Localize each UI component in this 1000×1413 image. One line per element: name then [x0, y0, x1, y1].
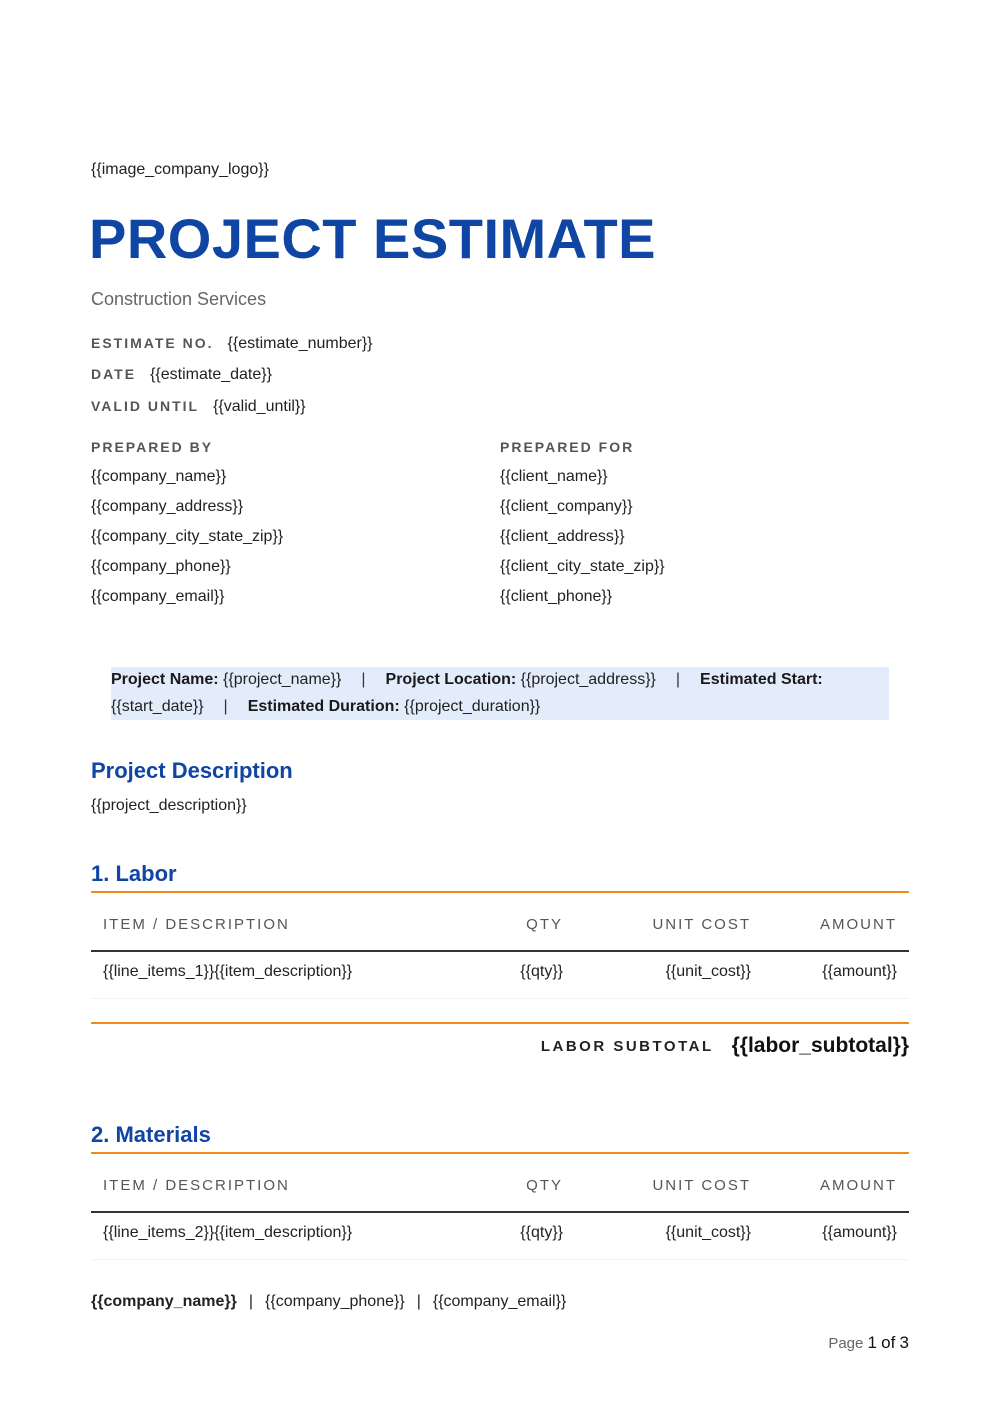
- prepared-for-line: {{client_city_state_zip}}: [500, 558, 665, 575]
- company-logo-placeholder: {{image_company_logo}}: [91, 161, 269, 178]
- estimated-duration-label: Estimated Duration:: [247, 697, 400, 715]
- col-unit-cost-header: UNIT COST: [652, 1177, 751, 1194]
- summary-separator: |: [361, 671, 366, 688]
- estimated-start-label: Estimated Start:: [700, 671, 823, 688]
- materials-table-header: [91, 1177, 909, 1197]
- prepared-by-line: {{company_name}}: [91, 468, 227, 485]
- page-label: Page: [828, 1335, 864, 1352]
- labor-subtotal-value: {{labor_subtotal}}: [731, 1034, 909, 1057]
- materials-heading-rule: [91, 1152, 909, 1154]
- project-description-heading: Project Description: [91, 758, 293, 783]
- prepared-by-line: {{company_phone}}: [91, 558, 231, 575]
- col-qty-header: QTY: [526, 916, 563, 933]
- document-subtitle: Construction Services: [91, 289, 267, 309]
- row-qty: {{qty}}: [520, 963, 563, 980]
- col-amount-header: AMOUNT: [820, 916, 897, 933]
- summary-separator: |: [223, 697, 228, 715]
- prepared-for-label: PREPARED FOR: [500, 439, 635, 455]
- prepared-for-line: {{client_name}}: [500, 468, 608, 485]
- labor-header-rule: [91, 950, 909, 952]
- estimate-number-label: ESTIMATE NO.: [91, 335, 214, 351]
- materials-heading: 2. Materials: [91, 1122, 211, 1147]
- row-item: {{line_items_1}}{{item_description}}: [103, 963, 353, 980]
- footer-company-name: {{company_name}}: [91, 1293, 237, 1310]
- footer-separator: |: [248, 1293, 253, 1310]
- project-location-label: Project Location:: [385, 671, 517, 688]
- prepared-by-line: {{company_city_state_zip}}: [91, 528, 284, 545]
- row-qty: {{qty}}: [520, 1224, 563, 1241]
- summary-separator: |: [675, 671, 681, 688]
- row-item: {{line_items_2}}{{item_description}}: [103, 1224, 353, 1241]
- table-row: [91, 1224, 909, 1244]
- prepared-for-line: {{client_phone}}: [500, 588, 613, 605]
- prepared-by-line: {{company_email}}: [91, 588, 225, 605]
- estimate-date-label: DATE: [91, 366, 137, 382]
- document-title: PROJECT ESTIMATE: [89, 207, 657, 270]
- estimate-number-value: {{estimate_number}}: [227, 335, 373, 352]
- materials-header-rule: [91, 1211, 909, 1213]
- table-row: [91, 963, 909, 983]
- labor-subtotal: [541, 1034, 909, 1058]
- project-location-value: {{project_address}}: [520, 671, 656, 688]
- row-unit-cost: {{unit_cost}}: [665, 1224, 751, 1241]
- footer-company-phone: {{company_phone}}: [265, 1293, 405, 1310]
- page-footer: [91, 1293, 566, 1311]
- col-item-header: ITEM / DESCRIPTION: [103, 916, 290, 933]
- labor-heading: 1. Labor: [91, 861, 177, 886]
- prepared-for-line: {{client_address}}: [500, 528, 625, 545]
- labor-subtotal-label: LABOR SUBTOTAL: [540, 1037, 714, 1055]
- project-name-label: Project Name:: [111, 671, 219, 688]
- page-total: 3: [899, 1333, 909, 1352]
- col-qty-header: QTY: [526, 1177, 563, 1194]
- estimated-start-value: {{start_date}}: [111, 697, 204, 715]
- labor-subtotal-rule: [91, 1022, 909, 1024]
- row-divider: [91, 1259, 909, 1260]
- prepared-for-block: [500, 438, 665, 612]
- col-amount-header: AMOUNT: [820, 1177, 897, 1194]
- row-unit-cost: {{unit_cost}}: [665, 963, 751, 980]
- valid-until-label: VALID UNTIL: [91, 398, 200, 414]
- prepared-by-line: {{company_address}}: [91, 498, 244, 515]
- page-number: [828, 1333, 909, 1353]
- col-item-header: ITEM / DESCRIPTION: [103, 1177, 290, 1194]
- prepared-for-line: {{client_company}}: [500, 498, 633, 515]
- labor-table-header: [91, 916, 909, 936]
- valid-until-row: [91, 398, 306, 416]
- row-amount: {{amount}}: [822, 1224, 897, 1241]
- valid-until-value: {{valid_until}}: [213, 398, 306, 415]
- prepared-by-label: PREPARED BY: [91, 439, 214, 455]
- labor-heading-rule: [91, 891, 909, 893]
- estimate-date-row: [91, 366, 272, 384]
- page-current: 1: [867, 1333, 877, 1352]
- page-of-label: of: [881, 1333, 896, 1352]
- footer-separator: |: [416, 1293, 421, 1310]
- row-divider: [91, 998, 909, 999]
- estimate-date-value: {{estimate_date}}: [150, 366, 272, 383]
- row-amount: {{amount}}: [822, 963, 897, 980]
- estimated-duration-value: {{project_duration}}: [404, 697, 541, 715]
- project-summary-bar: [111, 667, 889, 720]
- project-name-value: {{project_name}}: [223, 671, 342, 688]
- footer-company-email: {{company_email}}: [432, 1293, 567, 1310]
- project-description-text: {{project_description}}: [91, 797, 247, 814]
- estimate-number-row: [91, 335, 373, 353]
- prepared-by-block: [91, 438, 283, 612]
- col-unit-cost-header: UNIT COST: [652, 916, 751, 933]
